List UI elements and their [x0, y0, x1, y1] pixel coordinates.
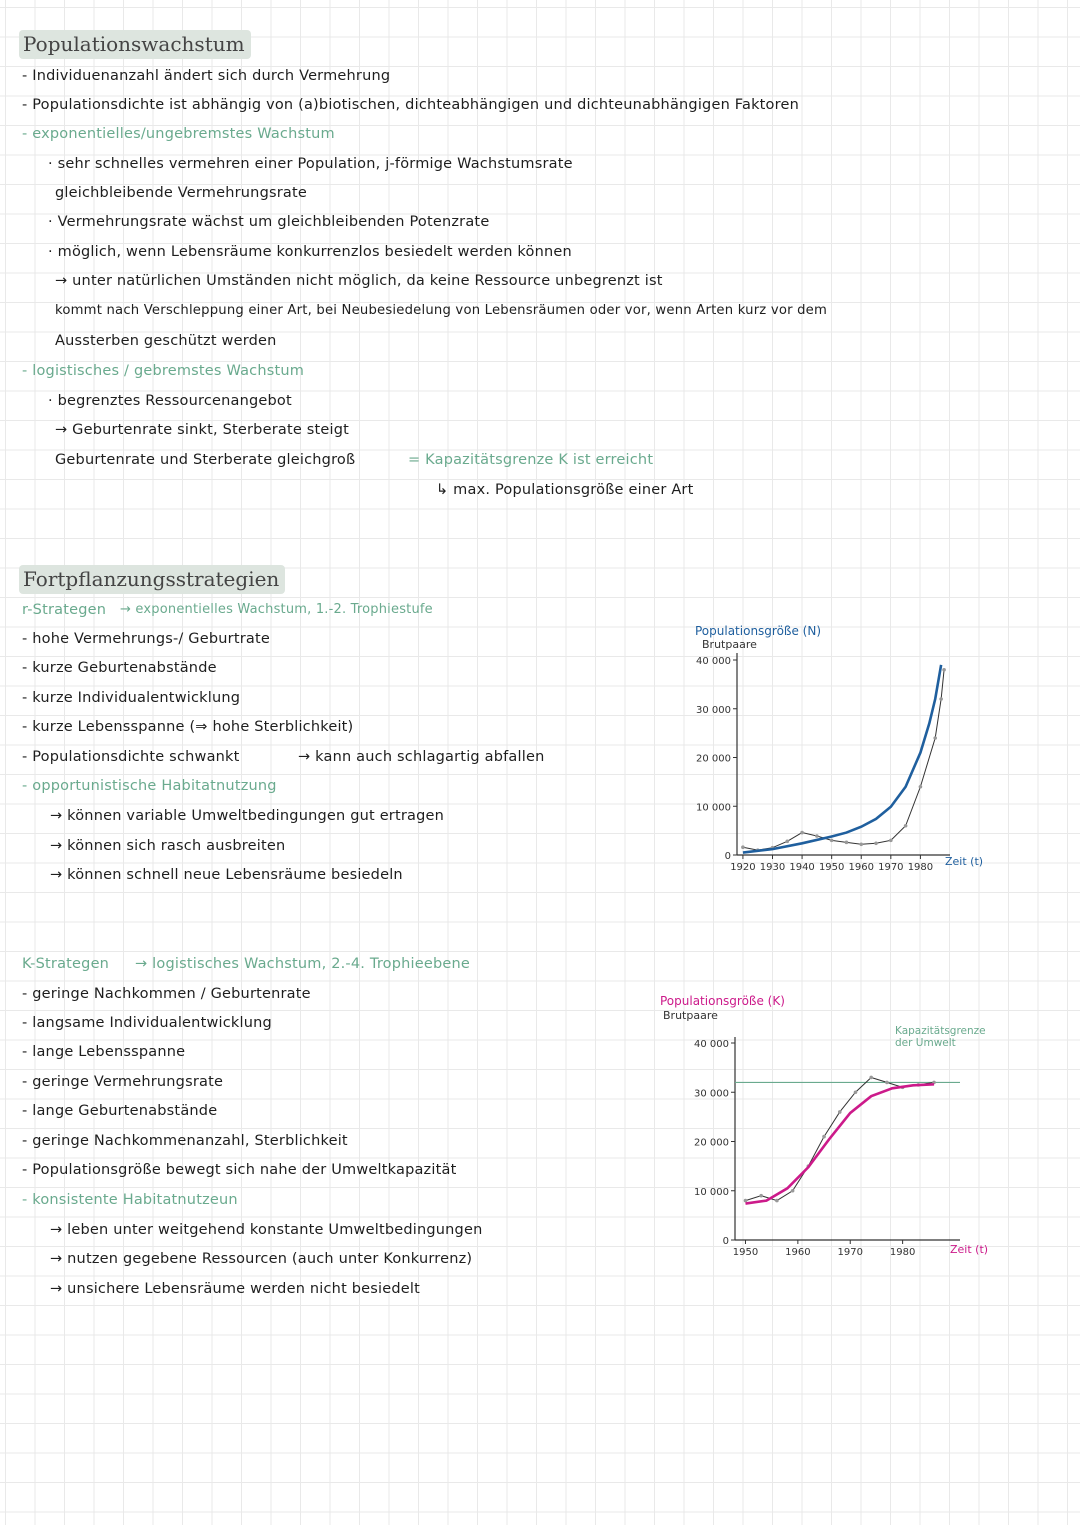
x-tick-label: 1960 [848, 862, 874, 873]
x-tick-label: 1980 [907, 862, 934, 873]
data-point [800, 831, 804, 835]
text-line: - Populationsgröße bewegt sich nahe der Umweltkapazität [22, 1162, 457, 1178]
data-point [919, 785, 923, 789]
chart2-ylabel: Populationsgröße (K) [660, 994, 785, 1008]
x-tick-label: 1920 [730, 862, 756, 873]
data-point [845, 841, 849, 845]
text-line: → Geburtenrate sinkt, Sterberate steigt [55, 422, 350, 438]
y-tick-label: 30 000 [696, 704, 731, 716]
text-line: - geringe Nachkommenanzahl, Sterblichkeit [22, 1133, 348, 1149]
chart2-series-logistic [745, 1084, 934, 1203]
chart2-series-observed [745, 1077, 934, 1200]
text-line: - Populationsdichte schwankt [22, 749, 240, 765]
data-point [759, 1194, 763, 1198]
data-point [791, 1189, 795, 1193]
text-line-green: - logistisches / gebremstes Wachstum [22, 363, 305, 379]
text-line: kommt nach Verschleppung einer Art, bei Neubesiedelung von Lebensräumen oder vor, wenn Arten kurz vor dem [55, 303, 828, 318]
text-line: - lange Geburtenabstände [22, 1103, 218, 1119]
data-point [744, 1199, 748, 1203]
text-line: → können schnell neue Lebensräume besiedeln [50, 867, 403, 883]
data-point [830, 839, 834, 843]
text-line-green: = Kapazitätsgrenze K ist erreicht [408, 452, 654, 468]
y-tick-label: 0 [724, 851, 731, 862]
y-tick-label: 0 [722, 1236, 729, 1247]
text-line-green: - exponentielles/ungebremstes Wachstum [22, 126, 335, 142]
y-tick-label: 30 000 [694, 1088, 729, 1100]
data-point [885, 1081, 889, 1085]
text-line: ↳ max. Populationsgröße einer Art [436, 482, 694, 498]
chart2-capacity-annotation: Kapazitätsgrenze der Umwelt [895, 1025, 986, 1049]
data-point [785, 840, 789, 844]
chart-logistic-growth [655, 985, 1015, 1260]
text-line: - geringe Vermehrungsrate [22, 1074, 224, 1090]
text-line: - Populationsdichte ist abhängig von (a)biotischen, dichteabhängigen und dichteunabhängigen Faktoren [22, 97, 799, 113]
text-line: - kurze Lebensspanne (⇒ hohe Sterblichkeit) [22, 719, 354, 735]
text-line: → unter natürlichen Umständen nicht möglich, da keine Ressource unbegrenzt ist [55, 273, 663, 289]
data-point [775, 1199, 779, 1203]
chart2-xlabel: Zeit (t) [950, 1243, 989, 1256]
text-line: → kann auch schlagartig abfallen [298, 749, 545, 765]
text-line-green: - opportunistische Habitatnutzung [22, 778, 277, 794]
data-point [939, 697, 943, 701]
y-tick-label: 10 000 [696, 802, 731, 814]
text-line: - lange Lebensspanne [22, 1044, 186, 1060]
x-tick-label: 1930 [759, 862, 786, 873]
y-tick-label: 40 000 [694, 1039, 729, 1050]
text-line: → können variable Umweltbedingungen gut ertragen [50, 808, 445, 824]
text-line: · Vermehrungsrate wächst um gleichbleibenden Potenzrate [48, 214, 490, 230]
x-tick-label: 1980 [889, 1247, 916, 1258]
text-line-green: - konsistente Habitatnutzeun [22, 1192, 238, 1208]
data-point [838, 1110, 842, 1114]
chart1-ylabel: Populationsgröße (N) [695, 624, 822, 638]
data-point [741, 845, 745, 849]
text-line: - kurze Geburtenabstände [22, 660, 217, 676]
chart1-xlabel: Zeit (t) [945, 855, 984, 868]
y-tick-label: 20 000 [694, 1137, 729, 1149]
section-title-populationswachstum: Populationswachstum [19, 30, 251, 59]
data-point [942, 668, 946, 672]
y-tick-label: 10 000 [694, 1186, 729, 1198]
data-point [815, 834, 819, 838]
text-line: → können sich rasch ausbreiten [50, 838, 286, 854]
y-tick-label: 40 000 [696, 656, 731, 667]
text-line: - hohe Vermehrungs-/ Geburtrate [22, 631, 270, 647]
x-tick-label: 1960 [785, 1247, 811, 1258]
k-strategen-title: K-Strategen [22, 956, 110, 972]
text-line: → nutzen gegebene Ressourcen (auch unter Konkurrenz) [50, 1251, 473, 1267]
text-line: - Individuenanzahl ändert sich durch Vermehrung [22, 68, 391, 84]
text-line: Geburtenrate und Sterberate gleichgroß [55, 452, 356, 468]
data-point [889, 839, 893, 843]
data-point [859, 842, 863, 846]
text-line: - langsame Individualentwicklung [22, 1015, 272, 1031]
r-strategen-title: r-Strategen [22, 602, 107, 618]
data-point [933, 736, 937, 740]
chart1-series-exponential [743, 665, 941, 853]
text-line: - kurze Individualentwicklung [22, 690, 241, 706]
x-tick-label: 1940 [789, 862, 815, 873]
section-title-fortpflanzungsstrategien: Fortpflanzungsstrategien [19, 565, 285, 594]
chart1-ylabel2: Brutpaare [702, 638, 757, 651]
x-tick-label: 1950 [818, 862, 845, 873]
x-tick-label: 1970 [878, 862, 904, 873]
y-tick-label: 20 000 [696, 753, 731, 765]
text-line: Aussterben geschützt werden [55, 333, 277, 349]
text-line: · begrenztes Ressourcenangebot [48, 393, 292, 409]
text-line: · sehr schnelles vermehren einer Population, j-förmige Wachstumsrate [48, 156, 573, 172]
chart-exponential-growth [660, 615, 1020, 880]
data-point [874, 842, 878, 846]
data-point [854, 1090, 858, 1094]
data-point [822, 1135, 826, 1139]
text-line: → leben unter weitgehend konstante Umweltbedingungen [50, 1222, 483, 1238]
data-point [869, 1076, 873, 1080]
text-line: → unsichere Lebensräume werden nicht besiedelt [50, 1281, 421, 1297]
text-line: · möglich, wenn Lebensräume konkurrenzlos besiedelt werden können [48, 244, 572, 260]
data-point [904, 824, 908, 828]
text-line-green: → logistisches Wachstum, 2.-4. Trophieebene [135, 956, 471, 972]
chart2-ylabel2: Brutpaare [663, 1009, 718, 1022]
x-tick-label: 1950 [732, 1247, 759, 1258]
text-line-green: → exponentielles Wachstum, 1.-2. Trophiestufe [120, 602, 433, 617]
text-line: - geringe Nachkommen / Geburtenrate [22, 986, 311, 1002]
x-tick-label: 1970 [837, 1247, 863, 1258]
chart1-series-observed [743, 670, 944, 850]
text-line: gleichbleibende Vermehrungsrate [55, 185, 307, 201]
